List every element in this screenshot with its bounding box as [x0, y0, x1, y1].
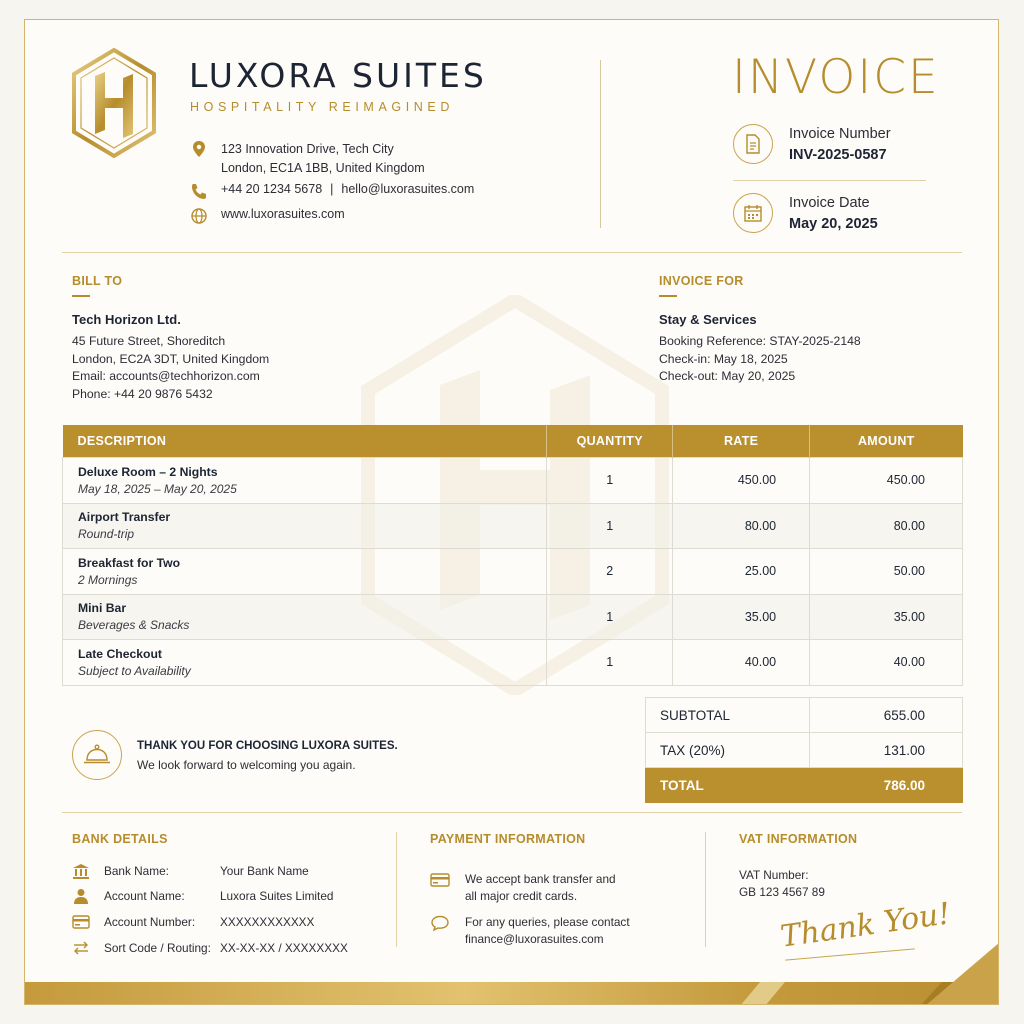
company-contact	[189, 182, 474, 200]
company-address	[189, 140, 425, 178]
total-value: 786.00	[810, 768, 963, 803]
thank-you-signature: Thank You!	[778, 896, 953, 955]
column-header-description: DESCRIPTION	[63, 425, 547, 458]
item-rate: 450.00	[673, 458, 810, 504]
bill-to-details	[72, 333, 269, 403]
sort-code-label: Sort Code / Routing:	[104, 941, 211, 955]
header-separator	[62, 252, 962, 253]
item-title: Airport Transfer	[78, 510, 171, 525]
address-line-1: 123 Innovation Drive, Tech City	[221, 142, 394, 156]
tax-label: TAX (20%)	[646, 733, 810, 768]
item-quantity: 1	[547, 503, 673, 549]
sort-code-value: XX-XX-XX / XXXXXXXX	[220, 941, 348, 955]
bill-to-phone: Phone: +44 20 9876 5432	[72, 386, 213, 401]
item-subtitle: Subject to Availability	[78, 663, 191, 678]
item-title: Late Checkout	[78, 646, 162, 661]
service-bell-icon	[72, 730, 122, 780]
item-rate: 80.00	[673, 503, 810, 549]
bill-to-name: Tech Horizon Ltd.	[72, 312, 181, 327]
globe-icon	[189, 207, 209, 225]
total-row	[646, 768, 963, 803]
table-row	[63, 503, 963, 549]
payment-contact	[430, 914, 630, 947]
credit-card-icon	[430, 872, 450, 888]
tax-value: 131.00	[810, 733, 963, 768]
item-subtitle: Round-trip	[78, 527, 135, 542]
item-title: Deluxe Room – 2 Nights	[78, 464, 218, 479]
table-row	[63, 458, 963, 504]
line-items-table	[62, 425, 963, 686]
company-phone: +44 20 1234 5678	[221, 182, 323, 196]
corner-accent	[925, 942, 999, 1005]
bank-name-value: Your Bank Name	[220, 864, 309, 878]
footer-decorative-band	[25, 982, 999, 1005]
totals-table	[645, 697, 963, 803]
invoice-title: INVOICE	[732, 50, 940, 105]
footer-separator	[62, 812, 962, 813]
check-in: Check-in: May 18, 2025	[659, 351, 788, 366]
vat-number-label: VAT Number:	[739, 868, 809, 882]
vat-number-value: GB 123 4567 89	[739, 885, 825, 899]
contact-divider: |	[330, 182, 334, 196]
company-name: LUXORA SUITES	[189, 56, 487, 95]
item-amount: 40.00	[810, 640, 963, 686]
check-out: Check-out: May 20, 2025	[659, 369, 796, 383]
transfer-icon	[72, 940, 90, 956]
payment-methods-line-1: We accept bank transfer and	[465, 872, 616, 886]
item-quantity: 1	[547, 458, 673, 504]
item-amount: 450.00	[810, 458, 963, 504]
bill-to-underline	[72, 295, 90, 297]
invoice-date-label: Invoice Date	[789, 195, 870, 211]
invoice-for-title: Stay & Services	[659, 312, 757, 327]
bill-to-address-1: 45 Future Street, Shoreditch	[72, 334, 226, 348]
vat-info-heading: VAT INFORMATION	[739, 832, 858, 846]
meta-divider	[733, 180, 926, 181]
item-rate: 40.00	[673, 640, 810, 686]
location-pin-icon	[189, 140, 209, 158]
invoice-page	[24, 19, 999, 1005]
bank-icon	[72, 863, 90, 879]
item-description	[63, 549, 547, 595]
total-label: TOTAL	[646, 768, 810, 803]
item-amount: 50.00	[810, 549, 963, 595]
booking-reference: Booking Reference: STAY-2025-2148	[659, 334, 861, 348]
item-description	[63, 594, 547, 640]
company-website: www.luxorasuites.com	[221, 207, 345, 221]
chat-bubble-icon	[430, 915, 450, 931]
payment-methods	[430, 871, 616, 904]
bank-name-label: Bank Name:	[104, 864, 169, 878]
invoice-for-underline	[659, 295, 677, 297]
subtotal-label: SUBTOTAL	[646, 698, 810, 733]
column-header-quantity: QUANTITY	[547, 425, 673, 458]
invoice-date: May 20, 2025	[789, 216, 878, 232]
bank-name-row	[72, 863, 309, 879]
invoice-number-label: Invoice Number	[789, 126, 891, 142]
bank-details-heading: BANK DETAILS	[72, 832, 168, 846]
table-header-row	[63, 425, 963, 458]
table-row	[63, 594, 963, 640]
bill-to-address-2: London, EC2A 3DT, United Kingdom	[72, 351, 270, 366]
phone-icon	[189, 182, 209, 200]
payment-info-heading: PAYMENT INFORMATION	[430, 832, 586, 846]
tax-row	[646, 733, 963, 768]
company-logo	[71, 48, 157, 158]
invoice-number: INV-2025-0587	[789, 147, 887, 163]
table-row	[63, 640, 963, 686]
column-header-amount: AMOUNT	[810, 425, 963, 458]
item-subtitle: 2 Mornings	[78, 572, 138, 587]
sort-code-row	[72, 940, 348, 956]
item-quantity: 1	[547, 640, 673, 686]
company-email: hello@luxorasuites.com	[341, 182, 475, 196]
bill-to-email: Email: accounts@techhorizon.com	[72, 369, 260, 383]
item-amount: 80.00	[810, 503, 963, 549]
account-number-row	[72, 914, 314, 930]
item-rate: 35.00	[673, 594, 810, 640]
account-number-label: Account Number:	[104, 915, 196, 929]
item-description	[63, 640, 547, 686]
invoice-for-details	[659, 333, 861, 386]
company-tagline: HOSPITALITY REIMAGINED	[190, 100, 454, 114]
calendar-icon	[733, 193, 773, 233]
thank-you-title: THANK YOU FOR CHOOSING LUXORA SUITES.	[137, 740, 398, 752]
person-icon	[72, 888, 90, 904]
column-header-rate: RATE	[673, 425, 810, 458]
account-number-value: XXXXXXXXXXXX	[220, 915, 315, 929]
document-icon	[733, 124, 773, 164]
item-amount: 35.00	[810, 594, 963, 640]
footer-divider-2	[705, 832, 706, 947]
item-description	[63, 503, 547, 549]
account-name-row	[72, 888, 333, 904]
item-title: Breakfast for Two	[78, 555, 181, 570]
payment-contact-line-1: For any queries, please contact	[465, 915, 630, 929]
account-name-value: Luxora Suites Limited	[220, 889, 334, 903]
account-name-label: Account Name:	[104, 889, 185, 903]
card-icon	[72, 914, 90, 930]
payment-methods-line-2: all major credit cards.	[465, 888, 578, 903]
item-quantity: 1	[547, 594, 673, 640]
thank-you-subtitle: We look forward to welcoming you again.	[137, 758, 356, 772]
payment-contact-email: finance@luxorasuites.com	[465, 931, 604, 946]
address-line-2: London, EC1A 1BB, United Kingdom	[221, 161, 425, 175]
item-title: Mini Bar	[78, 601, 127, 616]
subtotal-row	[646, 698, 963, 733]
bill-to-heading: BILL TO	[72, 274, 123, 288]
item-description	[63, 458, 547, 504]
subtotal-value: 655.00	[810, 698, 963, 733]
footer-divider-1	[396, 832, 397, 947]
company-website-row	[189, 207, 345, 225]
item-rate: 25.00	[673, 549, 810, 595]
item-quantity: 2	[547, 549, 673, 595]
invoice-for-heading: INVOICE FOR	[659, 274, 744, 288]
item-subtitle: May 18, 2025 – May 20, 2025	[78, 481, 237, 496]
header-divider	[600, 60, 601, 228]
item-subtitle: Beverages & Snacks	[78, 618, 190, 633]
table-row	[63, 549, 963, 595]
